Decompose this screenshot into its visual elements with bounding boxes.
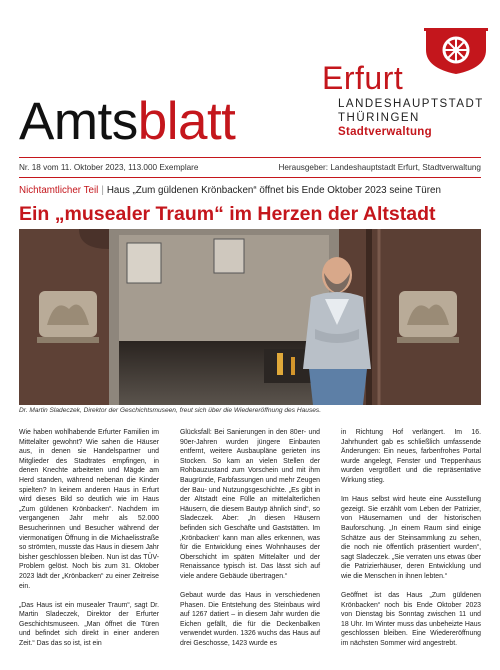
publisher-info: Herausgeber: Landeshauptstadt Erfurt, Stadtverwaltung [278,163,481,172]
paragraph: Gebaut wurde das Haus in verschiedenen Phasen. Die Entstehung des Steinbaus wird auf 1267 datiert – in diesem Jahr wurden die Eichen gefällt, die für die Deckenbalken verwendet wurden. 1326 wuchs das Haus auf drei Geschosse, 1423 wurde es [180,592,320,648]
issue-info: Nr. 18 vom 11. Oktober 2023, 113.000 Exemplare [19,163,199,172]
paragraph: in Richtung Hof verlängert. Im 16. Jahrhundert gab es schließlich umfassende Änderungen: Ein neues, farbenfrohes Portal wurde angelegt, Fenster und Treppenhaus wurden vergrößert und die repräsentative Wirkung stieg. [341,429,481,484]
section-label: Nichtamtlicher Teil [19,185,99,196]
article-headline: Ein „musealer Traum“ im Herzen der Altstadt [19,203,436,225]
paragraph: Glücksfall: Bei Sanierungen in den 80er- und 90er-Jahren wurden jüngere Einbauten entfernt, weitere Ausbaupläne gerieten ins Stocken. So kam an vielen Stellen der Rohbauzustand zum Vorschein und mit ihm Baugründe, Farbfassungen und mehr Zeugen der Bau- und Nutzungsgeschichte. „Es gibt in der Altstadt eine Fülle an mittelalterlichen Häusern, die diesem Bautyp ähnlich sind“, so Sladeczek. Aber: „In diesen Häusern befinden sich Geschäfte und Gaststätten. Im ‚Krönbacken‘ kann man alles erkennen, was für die Entwicklung eines Wohnhauses der Oberschicht im späten Mittelalter und der Renaissance typisch ist. Das lässt sich auf viele andere Gebäude übertragen.“ [180,429,320,580]
article-column-1 [19,428,159,658]
article-kicker [19,185,441,196]
brand-name: Erfurt [322,60,404,96]
divider-top [19,157,481,158]
kicker-separator: | [101,185,104,196]
brand-line-landeshauptstadt: LANDESHAUPTSTADT [338,98,484,110]
newspaper-title [19,92,235,152]
kicker-text: Haus „Zum güldenen Krönbacken“ öffnet bis Ende Oktober 2023 seine Türen [106,185,441,196]
article-column-3 [341,428,481,658]
paragraph: „Das Haus ist ein musealer Traum“, sagt Dr. Martin Sladeczek, Direktor der Erfurter Geschichtsmuseen. „Man öffnet die Türen und befindet sich direkt in einer anderen Zeit.“ Das das so ist, ist ein [19,601,159,648]
title-black-part: Amts [19,92,138,151]
brand-line-stadtverwaltung: Stadtverwaltung [338,126,432,138]
erfurt-wheel-crest-icon [424,28,488,74]
brand-line-thueringen: THÜRINGEN [338,112,420,124]
title-red-part: blatt [137,92,236,151]
paragraph: Geöffnet ist das Haus „Zum güldenen Krönbacken“ noch bis Ende Oktober 2023 von Dienstag bis Sonntag zwischen 11 und 18 Uhr. Im Winter muss das unbeheizte Haus geschlossen bleiben. Eine Wiedereröffnung im nächsten Sommer wird angestrebt. [341,592,481,648]
paragraph: Im Haus selbst wird heute eine Ausstellung gezeigt. Sie erzählt vom Leben der Patrizier, von Häusernamen und der historischen Bauforschung. „In einem Raum sind einige Schätze aus der Steinsammlung zu sehen, die noch nie öffentlich präsentiert wurden“, sagt Sladeczek. „Sie verraten uns etwas über die Patrizierhäuser, deren Entwicklung und wie die Menschen in ihnen lebten.“ [341,496,481,580]
divider-bottom [19,177,481,178]
article-column-2 [180,428,320,658]
paragraph: Wie haben wohlhabende Erfurter Familien im Mittelalter gewohnt? Wie sahen die Häuser aus, in denen sie Handelspartner und Mitglieder des Stadtrates empfingen, in denen Knechte arbeiteten und Mägde am Herd standen, während nebenan die Kinder spielten? In keinem anderen Haus in Erfurt wird dieses Bild so deutlich wie im Haus „Zum güldenen Krönbacken“. Nachdem im vergangenen Jahr mehr als 52.000 Besucherinnen und Besucher während der viermonatigen Öffnung in die Michaelisstraße so strömten, musste das Haus in diesem Jahr bisher geschlossen bleiben. Nun ist das TÜV-Problem gelöst. Noch bis zum 31. Oktober 2023 lädt der „Krönbacken“ zu einer Zeitreise ein. [19,429,159,590]
photo-caption: Dr. Martin Sladeczek, Direktor der Geschichtsmuseen, freut sich über die Wiedereröffnung des Hauses. [19,407,322,414]
photo-illustration [19,229,481,405]
article-photo [19,229,481,405]
